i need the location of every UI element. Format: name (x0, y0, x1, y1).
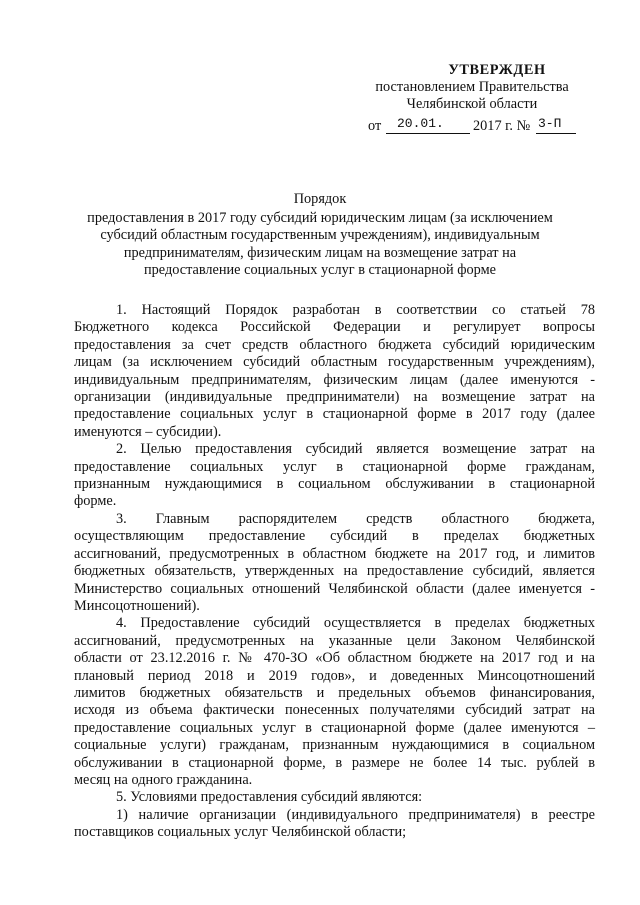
text-line: плановый период 2018 и 2019 годов», и доведенных Минсоцотношений (74, 667, 595, 684)
text-line: признанным нуждающимися в социальном обслуживании в стационарной (74, 476, 595, 493)
text-line: организации (индивидуальные предприниматели) на возмещение затрат на (74, 389, 595, 406)
document-heading (60, 191, 580, 280)
approval-issuer-line: постановлением Правительства (375, 79, 569, 95)
text-line: осуществляющим предоставление субсидий в пределах бюджетных (74, 528, 595, 545)
date-underline (386, 133, 470, 134)
text-line: предоставление социальных услуг в стационарной форме гражданам, (74, 458, 595, 475)
number-value: 3-П (538, 116, 562, 131)
text-line: лимитов бюджетных обязательств и предельных объемов финансирования, (74, 684, 595, 701)
paragraph-4 (74, 615, 595, 789)
text-line: предоставления за счет средств областного бюджета субсидий юридическим (74, 336, 595, 353)
heading-line: предпринимателям, физическим лицам на возмещение затрат на (123, 244, 517, 261)
text-line: 2. Целью предоставления субсидий является возмещение затрат на (116, 441, 595, 458)
heading-line: субсидий областным государственным учреждениям), индивидуальным (100, 227, 540, 243)
text-line: 4. Предоставление субсидий осуществляется в пределах бюджетных (116, 615, 595, 632)
paragraph-1 (74, 302, 595, 441)
text-line: обслуживании в стационарной форме, в размере не более 14 тыс. рублей в (74, 754, 595, 771)
approval-date-row (352, 115, 592, 135)
text-line: предоставление социальных услуг в стационарной форме (далее именуются – (74, 719, 595, 736)
text-line: 5. Условиями предоставления субсидий являются: (116, 789, 423, 806)
approval-stamp (352, 62, 592, 135)
text-line: Бюджетного кодекса Российской Федерации и регулирует вопросы (74, 319, 595, 336)
text-line: Минсоцотношений). (74, 597, 200, 614)
text-line: именуются – субсидии). (74, 423, 222, 440)
heading-line: предоставление социальных услуг в стационарной форме (143, 262, 497, 278)
text-line: индивидуальным предпринимателям, физическим лицам (далее именуются - (74, 371, 595, 388)
text-line: предоставление социальных услуг в стационарной форме в 2017 году (далее (74, 406, 595, 423)
paragraph-2 (74, 441, 595, 511)
heading-line: предоставления в 2017 году субсидий юридическим лицам (за исключением (87, 209, 553, 226)
date-prefix: от (368, 118, 382, 134)
text-line: бюджетных обязательств, утвержденных на предоставление субсидий, является (74, 563, 595, 580)
year-number-label: 2017 г. № (473, 118, 531, 134)
paragraph-5-item-1 (74, 807, 595, 842)
approval-region-line: Челябинской области (406, 96, 538, 112)
date-value: 20.01. (397, 116, 444, 131)
document-body (74, 302, 595, 842)
approval-title: УТВЕРЖДЕН (448, 62, 546, 78)
text-line: форме. (74, 493, 117, 510)
text-line: социальные услуги) гражданам, признанным нуждающимися в социальном (74, 737, 595, 754)
number-underline (536, 133, 576, 134)
text-line: ассигнований, предусмотренных на указанные цели Законом Челябинской (74, 632, 595, 649)
heading-title: Порядок (293, 191, 347, 207)
text-line: лицам (за исключением субсидий областным государственным учреждениям), (74, 354, 595, 371)
text-line: 1. Настоящий Порядок разработан в соответствии со статьей 78 (116, 302, 595, 318)
paragraph-3 (74, 511, 595, 615)
text-line: Министерство социальных отношений Челябинской области (далее именуется - (74, 580, 595, 597)
text-line: поставщиков социальных услуг Челябинской области; (74, 824, 407, 841)
text-line: исходя из объема фактически понесенных получателями субсидий затрат на (74, 702, 595, 719)
paragraph-5 (74, 789, 595, 806)
text-line: 3. Главным распорядителем средств областного бюджета, (116, 510, 595, 527)
text-line: области от 23.12.2016 г. № 470-ЗО «Об областном бюджете на 2017 год и на (74, 650, 595, 667)
text-line: 1) наличие организации (индивидуального предпринимателя) в реестре (116, 806, 595, 823)
text-line: ассигнований, предусмотренных в областном бюджете на 2017 год, и лимитов (74, 545, 595, 562)
text-line: месяц на одного гражданина. (74, 771, 253, 788)
